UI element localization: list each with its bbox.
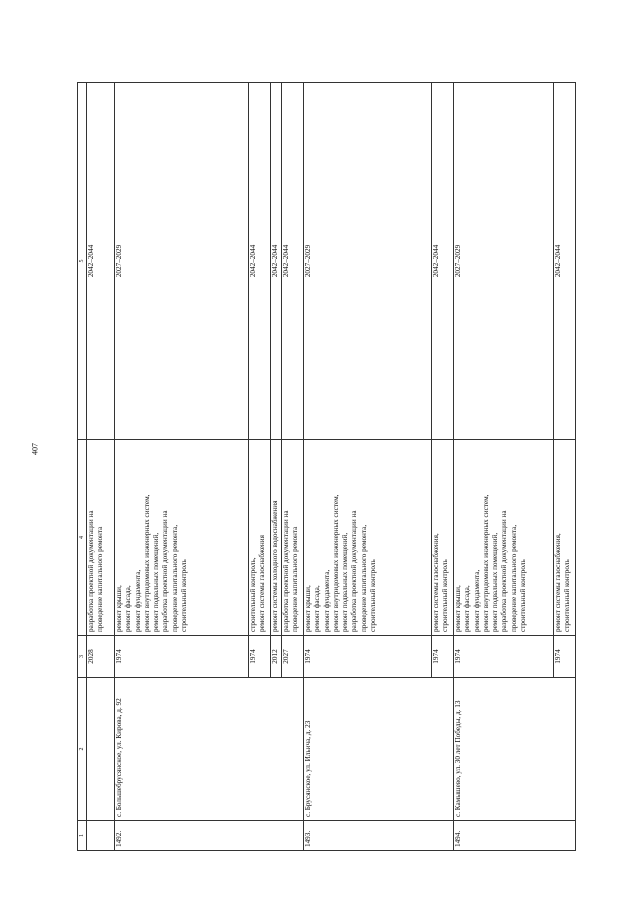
row-works <box>432 440 454 636</box>
header-col-4: 4 <box>78 440 87 636</box>
work-line: ремонт системы газоснабжения, <box>432 533 440 632</box>
work-line: ремонт крыши, <box>304 585 312 632</box>
work-line: проведение капитального ремонта <box>291 526 300 632</box>
row-number <box>87 821 115 851</box>
row-year: 1974 <box>249 636 271 678</box>
work-line: разработка проектной документации на <box>87 510 95 632</box>
work-line: ремонт крыши, <box>115 585 123 632</box>
work-line: ремонт крыши, <box>454 585 462 632</box>
work-line: ремонт системы газоснабжения <box>258 535 267 632</box>
table-row <box>115 83 249 851</box>
work-line: ремонт фундамента, <box>322 569 331 632</box>
table-row <box>304 83 432 851</box>
row-year: 2012 <box>271 636 282 678</box>
header-col-3: 3 <box>78 636 87 678</box>
row-year: 2027 <box>282 636 304 678</box>
work-line: ремонт внутридомовых инженерных систем, <box>142 494 151 632</box>
row-works <box>304 440 432 636</box>
work-line: ремонт подвальных помещений, <box>341 532 350 632</box>
row-works <box>115 440 249 636</box>
row-works <box>87 440 115 636</box>
row-address: с. Большебрусянское, ул. Кирова, д. 92 <box>115 678 304 821</box>
work-line: ремонт подвальных помещений, <box>491 532 500 632</box>
row-period: 2042–2044 <box>432 83 454 440</box>
row-year: 1974 <box>432 636 454 678</box>
row-number: 1494. <box>454 821 576 851</box>
row-year: 1974 <box>304 636 432 678</box>
work-line: разработка проектной документации на <box>350 510 359 632</box>
row-period: 2042–2044 <box>249 83 271 440</box>
work-line: ремонт фасада, <box>313 585 322 632</box>
row-works <box>454 440 554 636</box>
row-period: 2027–2029 <box>304 83 432 440</box>
header-row <box>78 83 87 851</box>
row-address: с. Брусянское, ул. Ильича, д. 23 <box>304 678 454 821</box>
header-col-2: 2 <box>78 678 87 821</box>
row-period: 2042–2044 <box>282 83 304 440</box>
row-period: 2027–2029 <box>115 83 249 440</box>
work-line: строительный контроль <box>519 559 528 632</box>
row-year: 1974 <box>115 636 249 678</box>
row-works <box>282 440 304 636</box>
table-row <box>87 83 115 851</box>
row-period: 2042–2044 <box>554 83 576 440</box>
work-line: ремонт фасада, <box>124 585 133 632</box>
work-line: проведение капитального ремонта <box>96 526 105 632</box>
row-address <box>87 678 115 821</box>
row-works <box>271 440 282 636</box>
work-line: проведение капитального ремонта, <box>170 524 179 632</box>
row-number: 1493. <box>304 821 454 851</box>
work-line: разработка проектной документации на <box>500 510 509 632</box>
row-period: 2042–2044 <box>271 83 282 440</box>
work-line: ремонт внутридомовых инженерных систем, <box>331 494 340 632</box>
row-year: 1974 <box>554 636 576 678</box>
capital-repair-table <box>77 82 576 851</box>
header-col-5: 5 <box>78 83 87 440</box>
work-line: ремонт фасада, <box>463 585 472 632</box>
work-line: ремонт системы газоснабжения, <box>554 533 562 632</box>
work-line: строительный контроль <box>180 559 189 632</box>
work-line: разработка проектной документации на <box>282 510 290 632</box>
row-year: 1974 <box>454 636 554 678</box>
work-line: разработка проектной документации на <box>161 510 170 632</box>
row-period: 2042–2044 <box>87 83 115 440</box>
row-number: 1492. <box>115 821 304 851</box>
work-line: строительный контроль <box>441 559 450 632</box>
page-number: 407 <box>30 443 40 455</box>
work-line: ремонт фундамента, <box>472 569 481 632</box>
work-line: ремонт внутридомовых инженерных систем, <box>481 494 490 632</box>
work-line: строительный контроль <box>563 559 572 632</box>
work-line: проведение капитального ремонта, <box>509 524 518 632</box>
work-line: проведение капитального ремонта, <box>359 524 368 632</box>
work-line: ремонт системы холодного водоснабжения <box>271 500 279 632</box>
row-year: 2028 <box>87 636 115 678</box>
work-line: строительный контроль <box>369 559 378 632</box>
header-col-1: 1 <box>78 821 87 851</box>
work-line: строительный контроль, <box>249 557 257 632</box>
work-line: ремонт фундамента, <box>133 569 142 632</box>
row-period: 2027–2029 <box>454 83 554 440</box>
work-line: ремонт подвальных помещений, <box>152 532 161 632</box>
rotated-table-container <box>77 83 572 851</box>
row-works <box>554 440 576 636</box>
row-address: с. Камышево, ул. 30 лет Победы, д. 13 <box>454 678 576 821</box>
table-row <box>454 83 554 851</box>
row-works <box>249 440 271 636</box>
